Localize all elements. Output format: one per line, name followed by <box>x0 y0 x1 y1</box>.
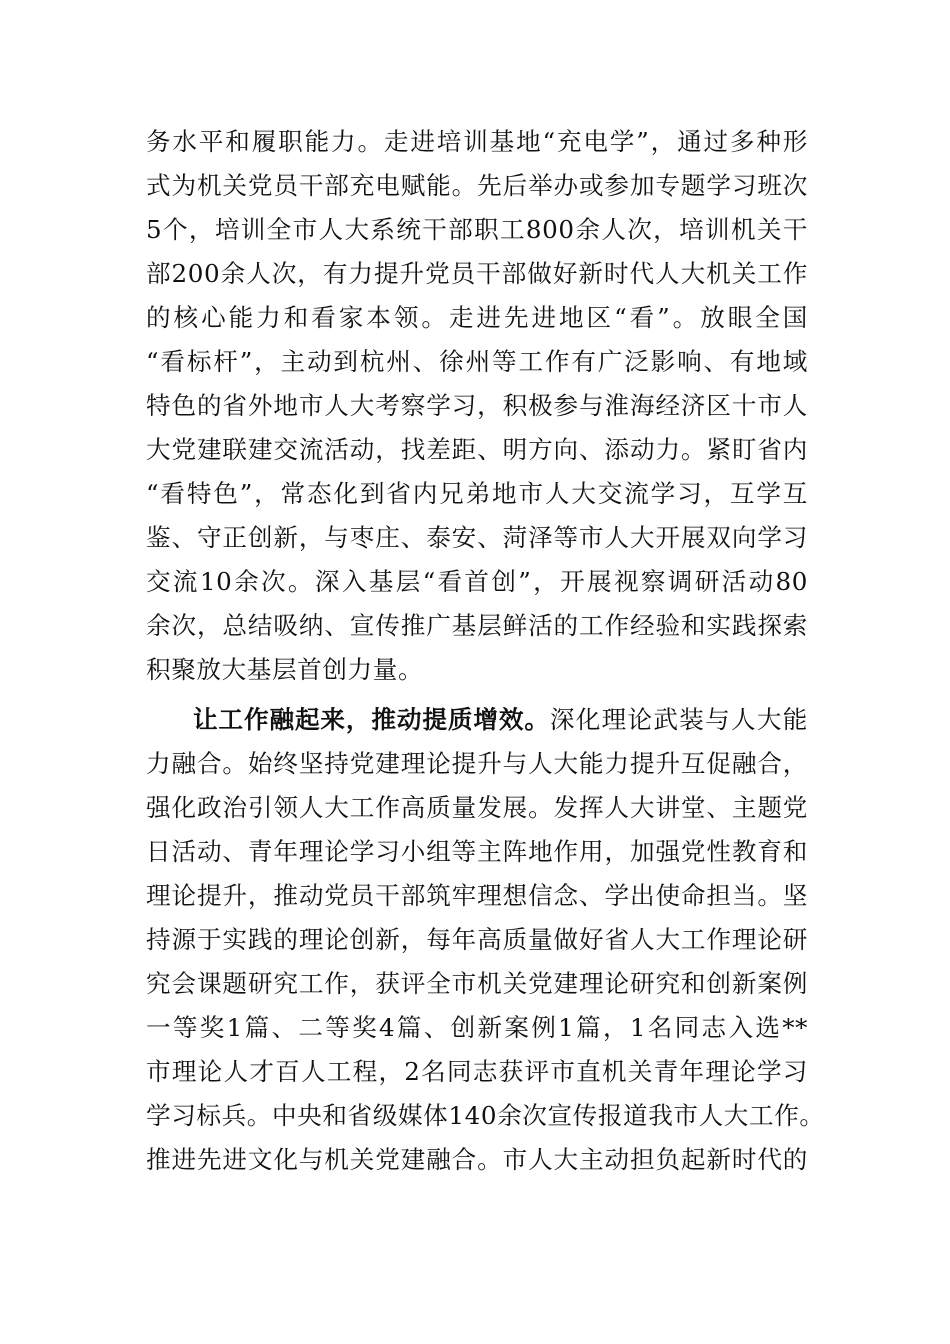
text-line: 学习标兵。中央和省级媒体140余次宣传报道我市人大工作。 <box>146 1101 825 1130</box>
text-line: 特色的省外地市人大考察学习，积极参与淮海经济区十市人 <box>146 391 808 420</box>
text-line: 力融合。始终坚持党建理论提升与人大能力提升互促融合， <box>146 749 808 778</box>
text-line: 大党建联建交流活动，找差距、明方向、添动力。紧盯省内 <box>146 435 808 464</box>
paragraph-heading: 让工作融起来，推动提质增效。 <box>193 705 550 734</box>
text-line: 鉴、守正创新，与枣庄、泰安、菏泽等市人大开展双向学习 <box>146 523 808 552</box>
text-line: 务水平和履职能力。走进培训基地“充电学”，通过多种形 <box>146 127 808 156</box>
text-line: 一等奖1篇、二等奖4篇、创新案例1篇，1名同志入选** <box>146 1013 808 1042</box>
text-line: 强化政治引领人大工作高质量发展。发挥人大讲堂、主题党 <box>146 793 808 822</box>
text-line: 持源于实践的理论创新，每年高质量做好省人大工作理论研 <box>146 925 808 954</box>
paragraph-first-line-text: 深化理论武装与人大能 <box>549 705 808 734</box>
text-line: 理论提升，推动党员干部筑牢理想信念、学出使命担当。坚 <box>146 881 808 910</box>
text-line: 部200余人次，有力提升党员干部做好新时代人大机关工作 <box>146 259 808 288</box>
text-line: “看标杆”，主动到杭州、徐州等工作有广泛影响、有地域 <box>146 347 808 376</box>
text-line: 余次，总结吸纳、宣传推广基层鲜活的工作经验和实践探索 <box>146 611 808 640</box>
text-line: 5个，培训全市人大系统干部职工800余人次，培训机关干 <box>146 215 808 244</box>
text-line: 交流10余次。深入基层“看首创”，开展视察调研活动80 <box>146 567 808 596</box>
paragraph-first-line <box>193 698 808 742</box>
text-line: 式为机关党员干部充电赋能。先后举办或参加专题学习班次 <box>146 171 808 200</box>
text-line: 积聚放大基层首创力量。 <box>146 655 424 684</box>
text-line: 市理论人才百人工程，2名同志获评市直机关青年理论学习 <box>146 1057 808 1086</box>
text-line: 的核心能力和看家本领。走进先进地区“看”。放眼全国 <box>146 303 808 332</box>
text-line: 日活动、青年理论学习小组等主阵地作用，加强党性教育和 <box>146 837 808 866</box>
text-line: “看特色”，常态化到省内兄弟地市人大交流学习，互学互 <box>146 479 808 508</box>
text-line: 究会课题研究工作，获评全市机关党建理论研究和创新案例 <box>146 969 808 998</box>
text-line: 推进先进文化与机关党建融合。市人大主动担负起新时代的 <box>146 1145 808 1174</box>
